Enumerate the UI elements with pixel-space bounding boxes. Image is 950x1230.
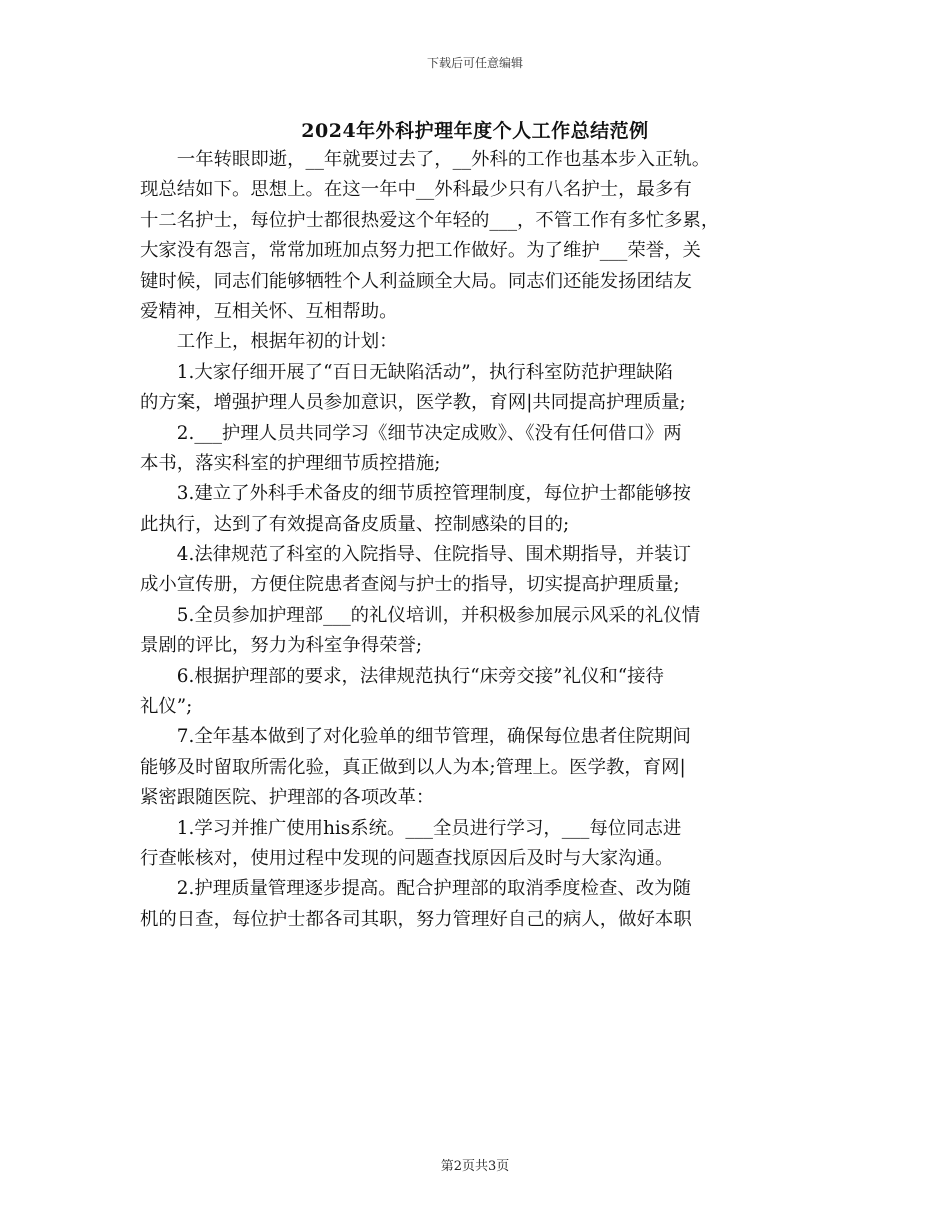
paragraph-line: 2.护理质量管理逐步提高。配合护理部的取消季度检查、改为随: [176, 878, 691, 900]
paragraph-line: 5.全员参加护理部___的礼仪培训，并积极参加展示风采的礼仪情: [176, 604, 701, 626]
body-paragraph: [140, 601, 810, 662]
paragraph-line: 3.建立了外科手术备皮的细节质控管理制度，每位护士都能够按: [176, 483, 691, 505]
paragraph-line: 礼仪”;: [140, 696, 193, 718]
document-body: [140, 145, 810, 935]
paragraph-line: 十二名护士，每位护士都很热爱这个年轻的___，不管工作有多忙多累，: [140, 209, 720, 231]
paragraph-line: 能够及时留取所需化验，真正做到以人为本;管理上。医学教，育网|: [140, 756, 686, 778]
body-paragraph: [140, 540, 810, 601]
paragraph-line: 此执行，达到了有效提高备皮质量、控制感染的目的;: [140, 513, 570, 535]
paragraph-line: 1.大家仔细开展了“百日无缺陷活动”，执行科室防范护理缺陷: [176, 361, 673, 383]
paragraph-line: 7.全年基本做到了对化验单的细节管理，确保每位患者住院期间: [176, 726, 691, 748]
paragraph-line: 成小宣传册，方便住院患者查阅与护士的指导，切实提高护理质量;: [140, 574, 680, 596]
paragraph-line: 紧密跟随医院、护理部的各项改革：: [140, 787, 435, 809]
paragraph-line: 现总结如下。思想上。在这一年中__外科最少只有八名护士，最多有: [140, 179, 692, 201]
body-paragraph: [140, 327, 810, 357]
header-note: 下载后可任意编辑: [426, 56, 523, 70]
body-paragraph: [140, 722, 810, 813]
paragraph-line: 爱精神，互相关怀、互相帮助。: [140, 300, 398, 322]
paragraph-line: 6.根据护理部的要求，法律规范执行“床旁交接”礼仪和“接待: [176, 665, 664, 687]
paragraph-line: 2.___护理人员共同学习《细节决定成败》、《没有任何借口》两: [176, 422, 682, 444]
document-title: 2024年外科护理年度个人工作总结范例: [301, 120, 649, 142]
paragraph-line: 景剧的评比，努力为科室争得荣誉;: [140, 635, 423, 657]
body-paragraph: [140, 479, 810, 540]
paragraph-line: 机的日查，每位护士都各司其职，努力管理好自己的病人，做好本职: [140, 908, 692, 930]
paragraph-line: 本书，落实科室的护理细节质控措施;: [140, 452, 441, 474]
body-paragraph: [140, 814, 810, 875]
paragraph-line: 行查帐核对，使用过程中发现的问题查找原因后及时与大家沟通。: [140, 847, 674, 869]
paragraph-line: 的方案，增强护理人员参加意识，医学教，育网|共同提高护理质量;: [140, 392, 686, 414]
paragraph-line: 4.法律规范了科室的入院指导、住院指导、围术期指导，并装订: [176, 544, 691, 566]
body-paragraph: [140, 358, 810, 419]
body-paragraph: [140, 874, 810, 935]
body-paragraph: [140, 419, 810, 480]
body-paragraph: [140, 145, 810, 327]
page-footer: 第2页共3页: [440, 1159, 510, 1174]
paragraph-line: 工作上，根据年初的计划：: [176, 331, 398, 353]
paragraph-line: 一年转眼即逝，__年就要过去了，__外科的工作也基本步入正轨。: [176, 149, 711, 170]
body-paragraph: [140, 662, 810, 723]
paragraph-line: 大家没有怨言，常常加班加点努力把工作做好。为了维护___荣誉，关: [140, 240, 701, 262]
paragraph-line: 1.学习并推广使用his系统。___全员进行学习，___每位同志进: [176, 817, 682, 839]
paragraph-line: 键时候，同志们能够牺牲个人利益顾全大局。同志们还能发扬团结友: [140, 270, 692, 292]
